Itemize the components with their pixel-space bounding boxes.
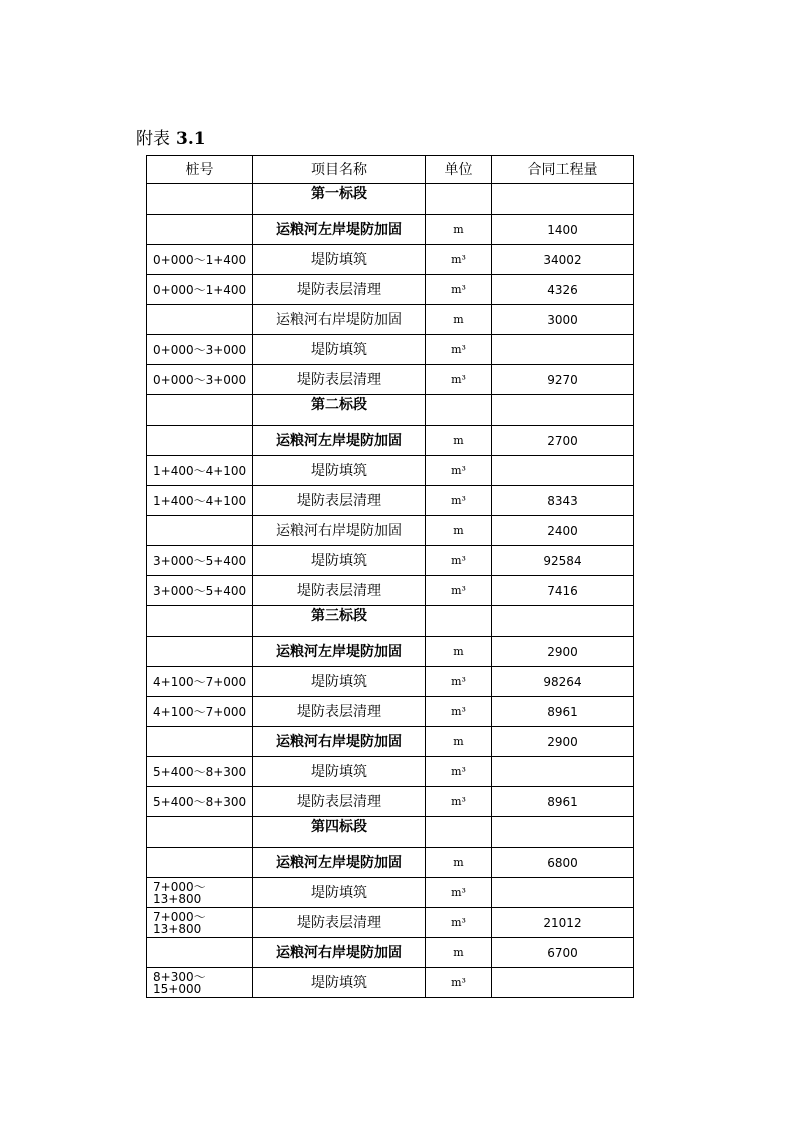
caption-number: 3.1 xyxy=(176,129,206,149)
section-row xyxy=(147,817,634,848)
quantity-cell: 3000 xyxy=(492,305,634,335)
unit-cell: m³ xyxy=(426,576,492,606)
table-row xyxy=(147,576,634,606)
stake-cell: 0+000～1+400 xyxy=(147,275,253,305)
table-row xyxy=(147,787,634,817)
quantity-cell xyxy=(492,606,634,637)
quantity-cell: 92584 xyxy=(492,546,634,576)
unit-cell: m³ xyxy=(426,667,492,697)
table-body xyxy=(147,184,634,998)
item-name-cell: 运粮河右岸堤防加固 xyxy=(253,727,426,757)
table-row xyxy=(147,245,634,275)
stake-cell xyxy=(147,606,253,637)
quantity-cell: 1400 xyxy=(492,215,634,245)
quantity-cell: 8961 xyxy=(492,787,634,817)
section-row xyxy=(147,395,634,426)
unit-cell: m³ xyxy=(426,275,492,305)
item-name-cell: 第一标段 xyxy=(253,184,426,215)
item-name-cell: 运粮河右岸堤防加固 xyxy=(253,938,426,968)
stake-cell xyxy=(147,184,253,215)
item-name-cell: 运粮河右岸堤防加固 xyxy=(253,305,426,335)
unit-cell xyxy=(426,817,492,848)
item-name-cell: 堤防填筑 xyxy=(253,757,426,787)
unit-cell xyxy=(426,184,492,215)
stake-cell: 3+000～5+400 xyxy=(147,546,253,576)
table-row xyxy=(147,426,634,456)
header-contract-quantity: 合同工程量 xyxy=(492,156,634,184)
quantity-cell: 2400 xyxy=(492,516,634,546)
item-name-cell: 堤防表层清理 xyxy=(253,576,426,606)
unit-cell: m xyxy=(426,727,492,757)
item-name-cell: 堤防填筑 xyxy=(253,968,426,998)
quantity-cell xyxy=(492,395,634,426)
quantity-cell: 34002 xyxy=(492,245,634,275)
stake-cell: 1+400～4+100 xyxy=(147,486,253,516)
table-row xyxy=(147,757,634,787)
unit-cell: m³ xyxy=(426,546,492,576)
quantity-table xyxy=(146,155,634,998)
table-row xyxy=(147,727,634,757)
item-name-cell: 第四标段 xyxy=(253,817,426,848)
stake-cell: 7+000～13+800 xyxy=(147,908,253,938)
stake-cell xyxy=(147,817,253,848)
unit-cell: m³ xyxy=(426,365,492,395)
table-header-row xyxy=(147,156,634,184)
stake-cell xyxy=(147,426,253,456)
unit-cell: m xyxy=(426,848,492,878)
section-row xyxy=(147,184,634,215)
table-row xyxy=(147,215,634,245)
stake-cell: 8+300～15+000 xyxy=(147,968,253,998)
stake-cell xyxy=(147,727,253,757)
unit-cell: m xyxy=(426,305,492,335)
item-name-cell: 堤防填筑 xyxy=(253,546,426,576)
quantity-cell: 9270 xyxy=(492,365,634,395)
item-name-cell: 堤防填筑 xyxy=(253,245,426,275)
quantity-cell xyxy=(492,184,634,215)
unit-cell: m xyxy=(426,938,492,968)
unit-cell: m xyxy=(426,426,492,456)
item-name-cell: 堤防表层清理 xyxy=(253,275,426,305)
table-row xyxy=(147,305,634,335)
quantity-cell: 6700 xyxy=(492,938,634,968)
item-name-cell: 运粮河左岸堤防加固 xyxy=(253,848,426,878)
quantity-cell xyxy=(492,817,634,848)
item-name-cell: 第二标段 xyxy=(253,395,426,426)
stake-cell: 0+000～3+000 xyxy=(147,365,253,395)
unit-cell: m³ xyxy=(426,787,492,817)
stake-cell xyxy=(147,938,253,968)
unit-cell: m³ xyxy=(426,878,492,908)
stake-cell: 5+400～8+300 xyxy=(147,787,253,817)
quantity-cell xyxy=(492,757,634,787)
header-item-name: 项目名称 xyxy=(253,156,426,184)
quantity-cell: 2900 xyxy=(492,727,634,757)
quantity-cell xyxy=(492,968,634,998)
unit-cell: m³ xyxy=(426,697,492,727)
quantity-cell: 98264 xyxy=(492,667,634,697)
unit-cell: m xyxy=(426,637,492,667)
table-row xyxy=(147,516,634,546)
stake-cell: 3+000～5+400 xyxy=(147,576,253,606)
quantity-cell: 21012 xyxy=(492,908,634,938)
unit-cell: m³ xyxy=(426,757,492,787)
unit-cell: m³ xyxy=(426,486,492,516)
caption-label: 附表 xyxy=(136,129,170,149)
unit-cell: m³ xyxy=(426,335,492,365)
quantity-cell xyxy=(492,878,634,908)
header-stake: 桩号 xyxy=(147,156,253,184)
quantity-cell: 6800 xyxy=(492,848,634,878)
unit-cell xyxy=(426,606,492,637)
table-row xyxy=(147,365,634,395)
table-row xyxy=(147,908,634,938)
item-name-cell: 堤防填筑 xyxy=(253,456,426,486)
stake-cell: 0+000～3+000 xyxy=(147,335,253,365)
item-name-cell: 堤防表层清理 xyxy=(253,908,426,938)
unit-cell: m xyxy=(426,215,492,245)
table-row xyxy=(147,486,634,516)
item-name-cell: 运粮河左岸堤防加固 xyxy=(253,426,426,456)
stake-cell xyxy=(147,516,253,546)
stake-cell: 4+100～7+000 xyxy=(147,697,253,727)
item-name-cell: 堤防表层清理 xyxy=(253,365,426,395)
item-name-cell: 堤防填筑 xyxy=(253,335,426,365)
table-row xyxy=(147,456,634,486)
quantity-cell xyxy=(492,456,634,486)
item-name-cell: 堤防表层清理 xyxy=(253,697,426,727)
unit-cell: m³ xyxy=(426,908,492,938)
stake-cell xyxy=(147,305,253,335)
item-name-cell: 堤防表层清理 xyxy=(253,787,426,817)
table-row xyxy=(147,667,634,697)
item-name-cell: 运粮河左岸堤防加固 xyxy=(253,637,426,667)
quantity-cell: 7416 xyxy=(492,576,634,606)
table-row xyxy=(147,546,634,576)
stake-cell: 4+100～7+000 xyxy=(147,667,253,697)
quantity-cell: 8961 xyxy=(492,697,634,727)
section-row xyxy=(147,606,634,637)
table-row xyxy=(147,878,634,908)
table-row xyxy=(147,335,634,365)
item-name-cell: 运粮河左岸堤防加固 xyxy=(253,215,426,245)
quantity-cell: 8343 xyxy=(492,486,634,516)
stake-cell xyxy=(147,637,253,667)
unit-cell xyxy=(426,395,492,426)
header-unit: 单位 xyxy=(426,156,492,184)
stake-cell xyxy=(147,215,253,245)
table-row xyxy=(147,697,634,727)
stake-cell: 1+400～4+100 xyxy=(147,456,253,486)
unit-cell: m xyxy=(426,516,492,546)
stake-cell: 0+000～1+400 xyxy=(147,245,253,275)
quantity-cell xyxy=(492,335,634,365)
stake-cell: 5+400～8+300 xyxy=(147,757,253,787)
quantity-cell: 2900 xyxy=(492,637,634,667)
table-row xyxy=(147,637,634,667)
table-caption xyxy=(136,124,206,149)
stake-cell xyxy=(147,395,253,426)
unit-cell: m³ xyxy=(426,245,492,275)
item-name-cell: 堤防表层清理 xyxy=(253,486,426,516)
stake-cell xyxy=(147,848,253,878)
quantity-cell: 2700 xyxy=(492,426,634,456)
table-row xyxy=(147,938,634,968)
item-name-cell: 运粮河右岸堤防加固 xyxy=(253,516,426,546)
item-name-cell: 堤防填筑 xyxy=(253,667,426,697)
unit-cell: m³ xyxy=(426,456,492,486)
stake-cell: 7+000～13+800 xyxy=(147,878,253,908)
table-row xyxy=(147,275,634,305)
item-name-cell: 第三标段 xyxy=(253,606,426,637)
table-row xyxy=(147,848,634,878)
table-row xyxy=(147,968,634,998)
quantity-cell: 4326 xyxy=(492,275,634,305)
unit-cell: m³ xyxy=(426,968,492,998)
item-name-cell: 堤防填筑 xyxy=(253,878,426,908)
